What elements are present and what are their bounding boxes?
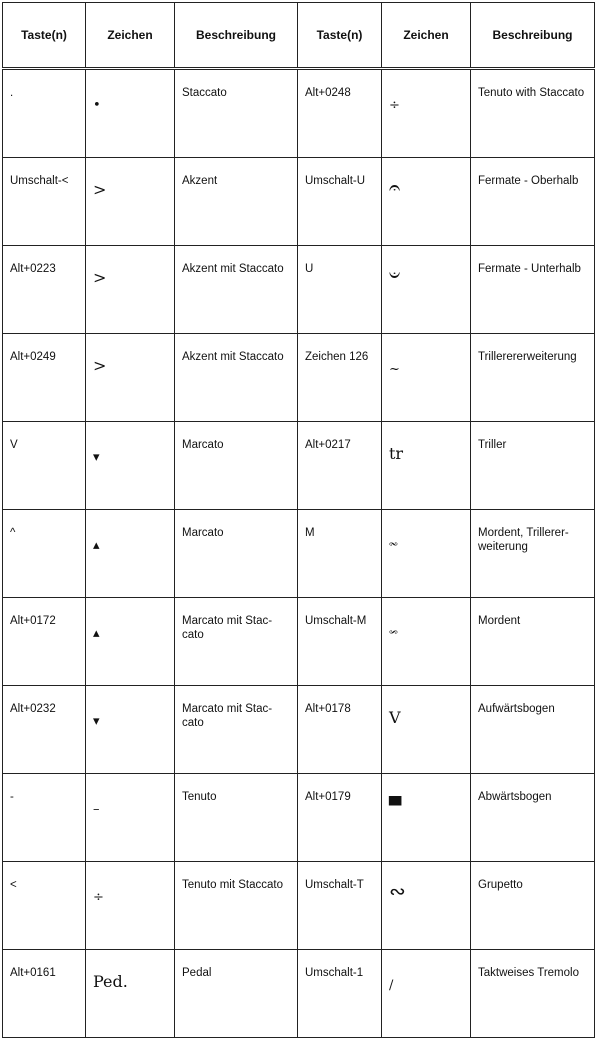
symbol-cell	[382, 950, 471, 1038]
table-row	[3, 158, 595, 246]
key-cell: Umschalt-U	[298, 158, 382, 246]
key-cell: Alt+0223	[3, 246, 86, 334]
description-cell: Mordent	[471, 598, 595, 686]
symbol-cell	[382, 158, 471, 246]
description-cell: Akzent	[175, 158, 298, 246]
table-row	[3, 862, 595, 950]
key-cell: Alt+0249	[3, 334, 86, 422]
table-row	[3, 334, 595, 422]
header-row	[3, 3, 595, 69]
key-cell: Alt+0248	[298, 69, 382, 158]
description-cell: Marcato	[175, 510, 298, 598]
symbol-cell	[86, 510, 175, 598]
key-cell: Umschalt-<	[3, 158, 86, 246]
key-cell: V	[3, 422, 86, 510]
symbol-cell	[86, 158, 175, 246]
marcato-staccato-down-icon: ▾	[93, 714, 100, 729]
description-cell: Staccato	[175, 69, 298, 158]
key-cell: U	[298, 246, 382, 334]
symbol-cell	[86, 774, 175, 862]
symbol-cell	[382, 422, 471, 510]
table-row	[3, 686, 595, 774]
keyboard-shortcut-table	[2, 2, 595, 1038]
table-row	[3, 598, 595, 686]
description-cell: Pedal	[175, 950, 298, 1038]
key-cell: Alt+0232	[3, 686, 86, 774]
description-cell: Tenuto mit Staccato	[175, 862, 298, 950]
symbol-cell	[382, 69, 471, 158]
symbol-cell	[382, 510, 471, 598]
mordent-icon: 𝆘	[389, 620, 398, 639]
table-row	[3, 69, 595, 158]
key-cell: M	[298, 510, 382, 598]
symbol-cell	[86, 334, 175, 422]
description-cell: Tenuto with Staccato	[471, 69, 595, 158]
description-cell: Fermate - Unterhalb	[471, 246, 595, 334]
symbol-cell	[382, 862, 471, 950]
symbol-cell	[382, 686, 471, 774]
accent-staccato-icon: >	[93, 268, 107, 287]
staccato-dot-icon: •	[93, 98, 101, 113]
symbol-cell	[382, 246, 471, 334]
description-cell: Taktweises Tremolo	[471, 950, 595, 1038]
symbol-cell	[86, 69, 175, 158]
symbol-cell	[382, 774, 471, 862]
turn-icon: ∾	[389, 879, 406, 903]
key-cell: <	[3, 862, 86, 950]
key-cell: Alt+0172	[3, 598, 86, 686]
header-keys-1: Taste(n)	[3, 3, 86, 69]
symbol-cell	[86, 950, 175, 1038]
key-cell: Zeichen 126	[298, 334, 382, 422]
description-cell: Marcato	[175, 422, 298, 510]
table-row	[3, 510, 595, 598]
header-keys-2: Taste(n)	[298, 3, 382, 69]
key-cell: Umschalt-T	[298, 862, 382, 950]
description-cell: Abwärtsbogen	[471, 774, 595, 862]
key-cell: Alt+0161	[3, 950, 86, 1038]
symbol-cell	[86, 598, 175, 686]
description-cell: Fermate - Oberhalb	[471, 158, 595, 246]
key-cell: ^	[3, 510, 86, 598]
accent-icon: >	[93, 180, 107, 199]
description-cell: Mordent, Trillerer-weiterung	[471, 510, 595, 598]
description-cell: Marcato mit Stac-cato	[175, 686, 298, 774]
key-cell: Alt+0178	[298, 686, 382, 774]
marcato-up-icon: ▴	[93, 538, 100, 553]
header-symbol-2: Zeichen	[382, 3, 471, 69]
header-symbol-1: Zeichen	[86, 3, 175, 69]
description-cell: Tenuto	[175, 774, 298, 862]
table-row	[3, 774, 595, 862]
symbol-cell	[86, 862, 175, 950]
header-description-2: Beschreibung	[471, 3, 595, 69]
description-cell: Trillerererweiterung	[471, 334, 595, 422]
description-cell: Akzent mit Staccato	[175, 246, 298, 334]
key-cell: .	[3, 69, 86, 158]
description-cell: Grupetto	[471, 862, 595, 950]
key-cell: -	[3, 774, 86, 862]
symbol-cell	[86, 246, 175, 334]
marcato-staccato-up-icon: ▴	[93, 626, 100, 641]
tenuto-icon: –	[93, 802, 100, 817]
description-cell: Akzent mit Staccato	[175, 334, 298, 422]
key-cell: Alt+0179	[298, 774, 382, 862]
trill-icon: tr	[389, 444, 404, 463]
key-cell: Umschalt-1	[298, 950, 382, 1038]
header-description-1: Beschreibung	[175, 3, 298, 69]
down-bow-icon: ▀	[389, 796, 402, 815]
symbol-cell	[86, 422, 175, 510]
symbol-cell	[382, 334, 471, 422]
key-cell: Umschalt-M	[298, 598, 382, 686]
up-bow-icon: V	[389, 708, 401, 727]
description-cell: Marcato mit Stac-cato	[175, 598, 298, 686]
key-cell: Alt+0217	[298, 422, 382, 510]
mordent-trill-icon: 𝆗	[389, 532, 398, 551]
tenuto-staccato-icon: ÷	[93, 890, 104, 905]
trill-extension-icon: ~	[389, 362, 400, 377]
table-row	[3, 246, 595, 334]
pedal-icon: Ped.	[93, 972, 128, 991]
table-row	[3, 950, 595, 1038]
symbol-cell	[86, 686, 175, 774]
fermata-above-icon: 𝄐	[389, 175, 401, 199]
fermata-below-icon: 𝄑	[389, 263, 401, 287]
tenuto-staccato-icon: ÷	[389, 98, 400, 113]
marcato-down-icon: ▾	[93, 450, 100, 465]
accent-staccato-below-icon: >	[93, 356, 107, 375]
description-cell: Aufwärtsbogen	[471, 686, 595, 774]
tremolo-icon: /	[389, 978, 394, 993]
table-row	[3, 422, 595, 510]
symbol-cell	[382, 598, 471, 686]
description-cell: Triller	[471, 422, 595, 510]
